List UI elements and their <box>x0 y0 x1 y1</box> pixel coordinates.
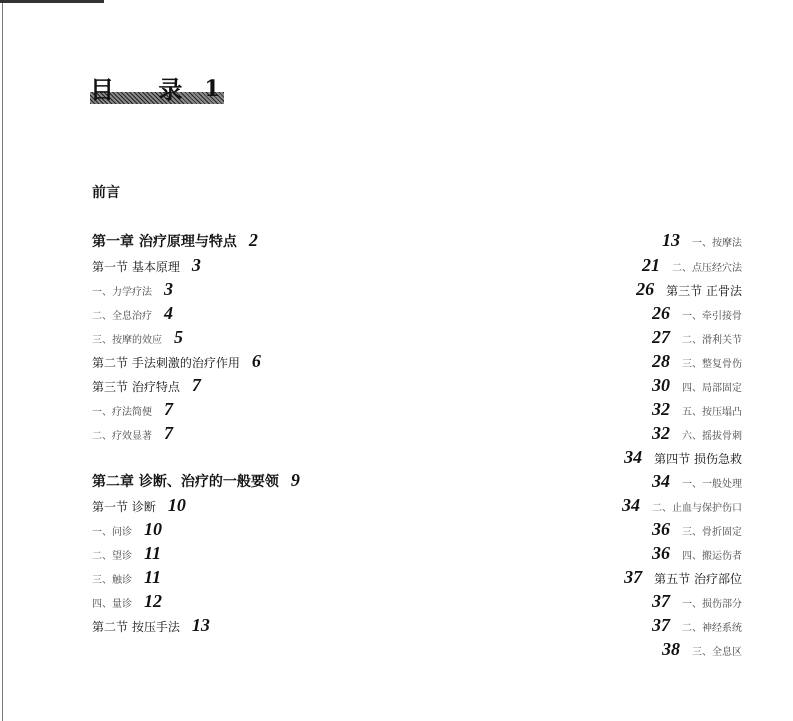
toc-entry[interactable] <box>622 495 742 516</box>
toc-entry[interactable] <box>652 399 742 420</box>
toc-entry-label: 二、疗效显著 <box>92 431 152 442</box>
toc-entry[interactable] <box>652 471 742 492</box>
toc-entry[interactable] <box>652 375 742 396</box>
toc-entry-page: 11 <box>144 543 162 563</box>
toc-entry-label: 第一章 治疗原理与特点 <box>92 234 237 250</box>
toc-entry[interactable] <box>92 495 186 516</box>
toc-title-page: 1 <box>204 76 220 102</box>
toc-entry-page: 26 <box>652 303 670 323</box>
toc-entry-label: 四、量诊 <box>92 599 132 610</box>
toc-entry-page: 37 <box>652 615 670 635</box>
toc-entry-page: 28 <box>652 351 670 371</box>
toc-entry-page: 32 <box>652 399 670 419</box>
toc-entry-label: 三、按摩的效应 <box>92 335 162 346</box>
toc-entry[interactable] <box>92 543 161 564</box>
toc-entry-page: 21 <box>642 255 660 275</box>
toc-entry[interactable] <box>652 303 742 324</box>
toc-entry[interactable] <box>652 591 742 612</box>
toc-entry-label: 一、力学疗法 <box>92 287 152 298</box>
toc-entry-label: 第二节 手法刺激的治疗作用 <box>92 356 240 370</box>
toc-entry-page: 36 <box>652 543 670 563</box>
toc-entry-page: 26 <box>636 279 655 299</box>
toc-entry[interactable] <box>624 567 742 588</box>
toc-entry-page: 36 <box>652 519 670 539</box>
toc-entry-page: 30 <box>652 375 670 395</box>
toc-entry[interactable] <box>624 447 742 468</box>
toc-entry-label: 第四节 损伤急救 <box>654 452 742 466</box>
toc-entry-label: 四、搬运伤者 <box>682 551 742 562</box>
toc-entry[interactable] <box>662 639 742 660</box>
toc-entry-page: 10 <box>144 519 162 539</box>
toc-entry-page: 27 <box>652 327 670 347</box>
toc-entry-label: 六、摇拔骨刺 <box>682 431 742 442</box>
toc-entry-page: 7 <box>164 399 173 419</box>
toc-entry[interactable] <box>652 423 742 444</box>
toc-entry-label: 二、望诊 <box>92 551 132 562</box>
toc-entry[interactable] <box>92 351 261 372</box>
toc-entry-label: 三、全息区 <box>692 647 742 658</box>
toc-entry[interactable] <box>92 470 300 491</box>
toc-entry-page: 12 <box>144 591 162 611</box>
toc-entry[interactable] <box>92 327 183 348</box>
toc-entry[interactable] <box>92 519 162 540</box>
toc-entry-page: 4 <box>164 303 173 323</box>
toc-entry-page: 11 <box>144 567 162 587</box>
toc-entry-page: 13 <box>662 230 680 250</box>
toc-entry[interactable] <box>652 615 742 636</box>
toc-title <box>90 72 224 104</box>
toc-entry-page: 2 <box>248 230 258 250</box>
toc-entry-label: 第一节 基本原理 <box>92 260 180 274</box>
toc-entry-label: 一、牵引接骨 <box>682 311 742 322</box>
toc-entry-label: 第五节 治疗部位 <box>654 572 742 586</box>
toc-entry-page: 7 <box>191 375 201 395</box>
toc-entry[interactable] <box>92 399 173 420</box>
toc-entry[interactable] <box>652 543 742 564</box>
toc-entry[interactable] <box>92 423 173 444</box>
toc-entry-page: 32 <box>652 423 670 443</box>
toc-entry-page: 38 <box>662 639 680 659</box>
toc-entry-label: 一、一般处理 <box>682 479 742 490</box>
toc-entry[interactable] <box>662 230 742 251</box>
toc-entry-page: 10 <box>167 495 186 515</box>
top-rule <box>0 0 104 3</box>
toc-entry[interactable] <box>92 230 258 251</box>
toc-entry-page: 37 <box>652 591 670 611</box>
toc-entry-label: 一、疗法简便 <box>92 407 152 418</box>
toc-entry[interactable] <box>92 279 173 300</box>
toc-entry[interactable] <box>92 255 201 276</box>
toc-entry-label: 二、止血与保护伤口 <box>652 503 742 514</box>
toc-entry-label: 第三节 治疗特点 <box>92 380 180 394</box>
toc-entry-page: 34 <box>624 447 643 467</box>
toc-entry-label: 第一节 诊断 <box>92 500 156 514</box>
toc-entry-page: 3 <box>164 279 173 299</box>
toc-entry-label: 第三节 正骨法 <box>666 284 742 298</box>
toc-entry-page: 37 <box>624 567 643 587</box>
toc-entry-label: 一、按摩法 <box>692 238 742 249</box>
page-frame-edge <box>2 0 3 721</box>
toc-entry-label: 二、点压经穴法 <box>672 263 742 274</box>
toc-entry[interactable] <box>642 255 742 276</box>
toc-entry-label: 三、整复骨伤 <box>682 359 742 370</box>
toc-entry[interactable] <box>92 591 162 612</box>
toc-entry[interactable] <box>652 327 742 348</box>
toc-entry-label: 一、问诊 <box>92 527 132 538</box>
toc-entry[interactable] <box>92 615 210 636</box>
toc-entry[interactable] <box>652 519 742 540</box>
toc-entry-label: 二、滑利关节 <box>682 335 742 346</box>
toc-entry-page: 13 <box>191 615 210 635</box>
toc-entry-label: 五、按压塌凸 <box>682 407 742 418</box>
toc-entry-label: 二、全息治疗 <box>92 311 152 322</box>
toc-entry[interactable] <box>636 279 742 300</box>
toc-entry-label: 三、触诊 <box>92 575 132 586</box>
toc-entry-label: 三、骨折固定 <box>682 527 742 538</box>
toc-entry-label: 二、神经系统 <box>682 623 742 634</box>
toc-entry-label: 第二章 诊断、治疗的一般要领 <box>92 474 279 490</box>
toc-preface[interactable]: 前言 <box>92 185 120 201</box>
toc-title-text: 目 录 <box>90 75 201 104</box>
toc-entry-page: 34 <box>652 471 670 491</box>
toc-entry-page: 34 <box>622 495 640 515</box>
toc-entry-page: 9 <box>290 470 300 490</box>
toc-entry-page: 7 <box>164 423 173 443</box>
toc-entry[interactable] <box>92 375 201 396</box>
toc-entry[interactable] <box>92 567 161 588</box>
toc-entry-label: 四、局部固定 <box>682 383 742 394</box>
toc-entry-label: 第二节 按压手法 <box>92 620 180 634</box>
toc-entry-page: 5 <box>174 327 183 347</box>
toc-entry-page: 3 <box>191 255 201 275</box>
toc-entry-label: 一、损伤部分 <box>682 599 742 610</box>
toc-entry[interactable] <box>652 351 742 372</box>
toc-entry-page: 6 <box>251 351 261 371</box>
toc-entry[interactable] <box>92 303 173 324</box>
